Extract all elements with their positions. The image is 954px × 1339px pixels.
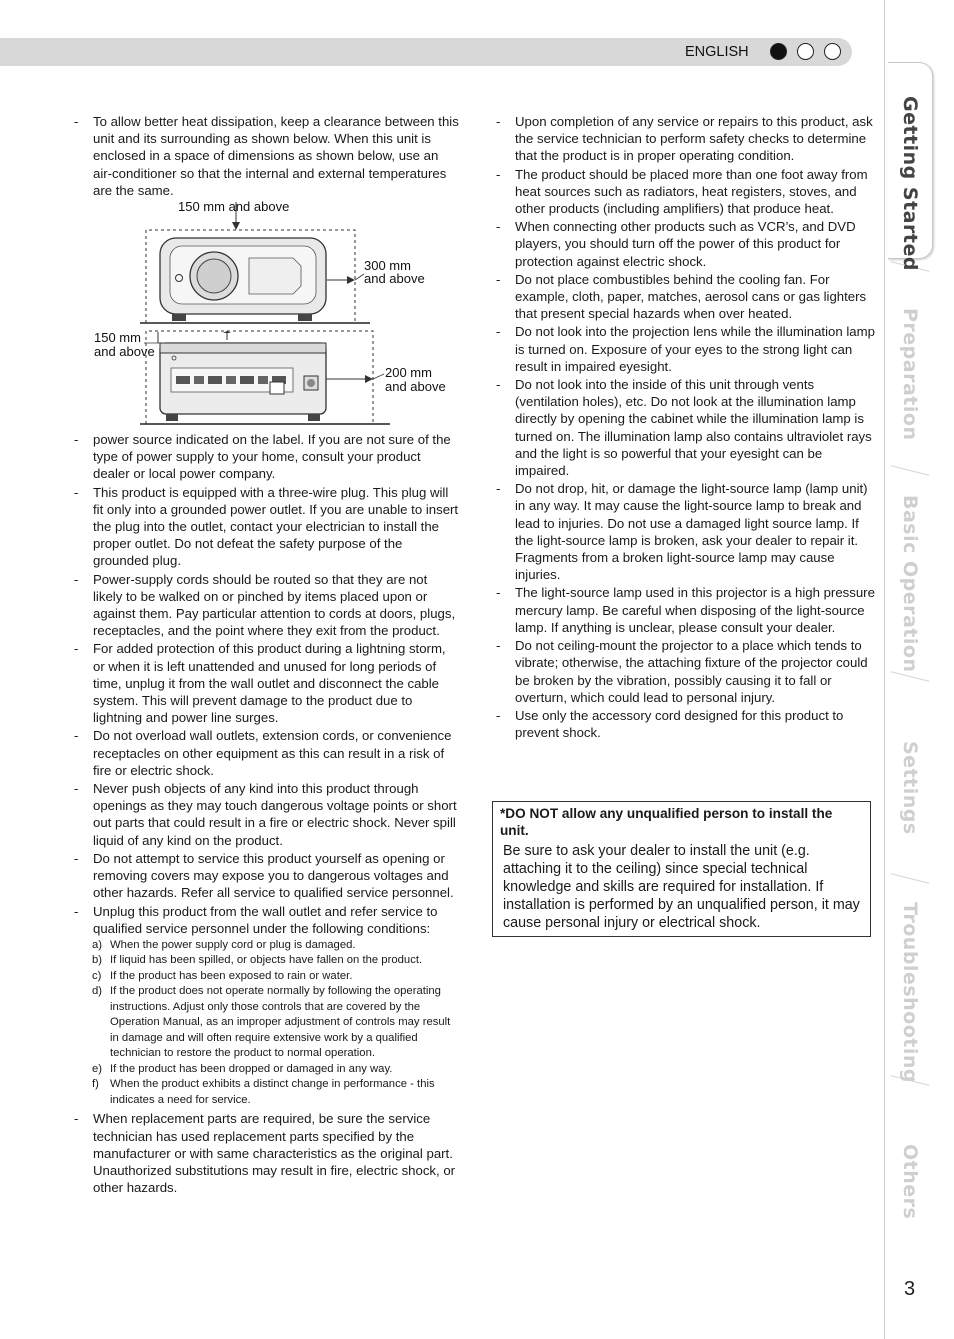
list-item-text: Do not ceiling-mount the projector to a place which tends to vibrate; otherwise, the attaching fixture of the projector could be broken by the vibration, possibly causing it to fall or overturn, which could lead to personal injury. (515, 638, 868, 705)
condition-item (92, 1062, 460, 1078)
side-clearance-label-1: 300 mm (364, 258, 411, 274)
list-item-text: Use only the accessory cord designed for this product to prevent shock. (515, 707, 844, 741)
list-item-text: For added protection of this product during a lightning storm, or when it is left unattended and unused for long periods of time, unplug it from the wall outlet and disconnect the cable system. This will prevent damage to the product due to lightning and power line surges. (93, 641, 446, 726)
condition-item (92, 984, 460, 1062)
intro-text: To allow better heat dissipation, keep a clearance between this unit and its surrounding as shown below. When this unit is enclosed in a space of dimensions as shown below, use an air-conditioner so that the internal and external temperatures are the same. (93, 114, 459, 198)
page-indicator-dot-1 (770, 43, 787, 60)
warning-body: Be sure to ask your dealer to install the unit (e.g. attaching it to the ceiling) since special technical knowledge and skills are required for installation. If installation is performed by an unqualified person, it may cause personal injury or electrical shock. (503, 843, 860, 931)
list-item (496, 271, 876, 323)
list-item (496, 218, 876, 270)
list-marker: - (74, 641, 79, 657)
right-column (496, 113, 876, 742)
rear-top-clearance-label-1: 150 mm (94, 330, 141, 346)
top-clearance-label: 150 mm and above (178, 199, 290, 215)
list-marker: - (74, 728, 79, 744)
list-item (496, 323, 876, 375)
tab-basic-operation[interactable]: Basic Operation (899, 495, 921, 673)
list-item-text: When connecting other products such as VCR’s, and DVD players, you should turn off the power of this product for protection against electric shock. (515, 219, 856, 269)
list-item-text: Do not place combustibles behind the cooling fan. For example, cloth, paper, matches, aerosol cans or gas lighters that present special hazards when over heated. (515, 271, 867, 322)
list-item-text: Do not overload wall outlets, extension cords, or convenience receptacles on other equipment as this can result in a risk of fire or electric shock. (93, 728, 452, 778)
list-item (74, 727, 460, 779)
condition-letter: d) (92, 985, 103, 998)
list-item-text: power source indicated on the label. If you are not sure of the type of power supply to your home, consult your product dealer or local power company. (93, 432, 451, 482)
tab-settings[interactable]: Settings (899, 741, 921, 835)
tab-getting-started[interactable]: Getting Started (899, 96, 921, 271)
list-item-text: Power-supply cords should be routed so that they are not likely to be walked on or pinched by items placed upon or against them. Pay particular attention to cords at doors, plugs, receptacles, and the point where they exit from the product. (93, 571, 456, 639)
installation-warning-box (492, 801, 871, 937)
list-marker: - (74, 114, 79, 129)
list-marker: - (74, 903, 79, 919)
list-item (496, 480, 876, 583)
list-item (74, 1110, 460, 1196)
list-item (496, 584, 876, 636)
condition-item (92, 969, 460, 985)
page-number: 3 (904, 1278, 916, 1300)
condition-text: If liquid has been spilled, or objects have fallen on the product. (110, 954, 423, 967)
list-item-text: When replacement parts are required, be sure the service technician has used replacement parts specified by the manufacturer or with same characteristics as the original part. Unauthorized substitutions may result in fire, electric shock, or other hazards. (93, 1111, 456, 1196)
list-marker: - (74, 1111, 79, 1127)
list-item (496, 637, 876, 706)
list-item-text: Unplug this product from the wall outlet and refer service to qualified service personnel under the following conditions: (93, 903, 438, 936)
condition-letter: b) (92, 954, 103, 967)
list-item-text: Upon completion of any service or repairs to this product, ask the service technician to perform safety checks to determine that the product is in proper operating condition. (515, 114, 873, 164)
list-marker: - (496, 219, 501, 235)
page-indicator-dot-2 (797, 43, 814, 60)
list-marker: - (496, 377, 501, 393)
list-item-text: The light-source lamp used in this projector is a high pressure mercury lamp. Be careful when disposing of the light-source lamp. If anything is unclear, please consult your dealer. (515, 585, 875, 635)
list-marker: - (496, 114, 501, 129)
rear-side-clearance-label-2: and above (385, 379, 446, 395)
condition-item (92, 1077, 460, 1108)
list-item (74, 903, 460, 937)
list-marker: - (74, 850, 79, 866)
condition-letter: c) (92, 969, 102, 982)
list-item-text: Do not look into the inside of this unit through vents (ventilation holes), etc. Do not look at the illumination lamp directly by opening the cabinet while the illumination lamp is turned on. The illumination lamp also contains ultraviolet rays and the light is so powerful that your eyesight can be impaired. (515, 377, 872, 479)
list-item (496, 113, 876, 165)
list-marker: - (496, 166, 501, 182)
tab-preparation[interactable]: Preparation (899, 308, 921, 441)
list-item (496, 376, 876, 479)
projector-front-illustration (160, 238, 326, 321)
condition-letter: e) (92, 1062, 103, 1075)
list-marker: - (74, 781, 79, 797)
rear-side-clearance-label-1: 200 mm (385, 365, 432, 381)
list-item (496, 707, 876, 741)
list-marker: - (496, 271, 501, 287)
condition-text: If the product has been dropped or damaged in any way. (110, 1062, 393, 1075)
list-item (74, 431, 460, 483)
list-marker: - (496, 638, 501, 654)
list-marker: - (496, 481, 501, 497)
list-marker: - (496, 324, 501, 340)
list-item (74, 113, 460, 199)
side-clearance-label-2: and above (364, 271, 425, 287)
condition-letter: a) (92, 938, 103, 951)
condition-text: When the power supply cord or plug is damaged. (110, 938, 356, 951)
condition-text: If the product has been exposed to rain or water. (110, 969, 353, 982)
condition-item (92, 953, 460, 969)
list-marker: - (496, 585, 501, 601)
tab-others[interactable]: Others (899, 1144, 921, 1220)
list-item-text: Do not drop, hit, or damage the light-source lamp (lamp unit) in any way. It may cause the light-source lamp to break and lead to injuries. Do not use a damaged light source lamp. If the light-source lamp is broken, ask your dealer to repair it. Fragments from a broken light-source lamp may cause injuries. (515, 481, 868, 583)
rear-top-clearance-label-2: and above (94, 344, 155, 360)
list-item (496, 166, 876, 218)
list-item (74, 571, 460, 640)
list-item-text: Do not look into the projection lens while the illumination lamp is turned on. Exposure of your eyes to the strong light can result in impaired eyesight. (515, 324, 875, 374)
list-item-text: The product should be placed more than one foot away from heat sources such as radiators, heat registers, stoves, and other products (including amplifiers) that produce heat. (515, 166, 868, 217)
list-item-text: Never push objects of any kind into this product through openings as they may touch dangerous voltage points or short out parts that could result in a fire or electric shock. Never spill liquid of any kind on the product. (93, 781, 457, 848)
clearance-diagram (74, 200, 460, 428)
list-item (74, 780, 460, 849)
condition-text: If the product does not operate normally by following the operating instructions. Adjust only those controls that are covered by the Operation Manual, as an improper adjustment of controls may result in damage and will often require extensive work by a qualified technician to restore the product to normal operation. (110, 985, 451, 1060)
list-item (74, 850, 460, 902)
left-column (74, 113, 460, 1197)
list-item-text: This product is equipped with a three-wire plug. This plug will fit only into a grounded power outlet. If you are unable to insert the plug into the outlet, contact your electrician to install the proper outlet. Do not defeat the safety purpose of the grounded plug. (93, 484, 459, 569)
condition-item (92, 938, 460, 954)
list-marker: - (74, 484, 79, 500)
list-marker: - (496, 707, 501, 723)
condition-letter: f) (92, 1078, 99, 1091)
projector-rear-illustration (160, 343, 326, 421)
warning-title: *DO NOT allow any unqualified person to install the unit. (500, 806, 833, 838)
list-marker: - (74, 571, 79, 587)
language-label: ENGLISH (685, 44, 749, 60)
tab-troubleshooting[interactable]: Troubleshooting (899, 902, 921, 1083)
list-item (74, 640, 460, 726)
list-item-text: Do not attempt to service this product yourself as opening or removing covers may expose you to dangerous voltages and other hazards. Refer all service to qualified service personnel. (93, 850, 454, 901)
list-marker: - (74, 432, 79, 448)
page-indicator-dot-3 (824, 43, 841, 60)
list-item (74, 484, 460, 570)
condition-text: When the product exhibits a distinct change in performance - this indicates a need for service. (110, 1078, 435, 1106)
